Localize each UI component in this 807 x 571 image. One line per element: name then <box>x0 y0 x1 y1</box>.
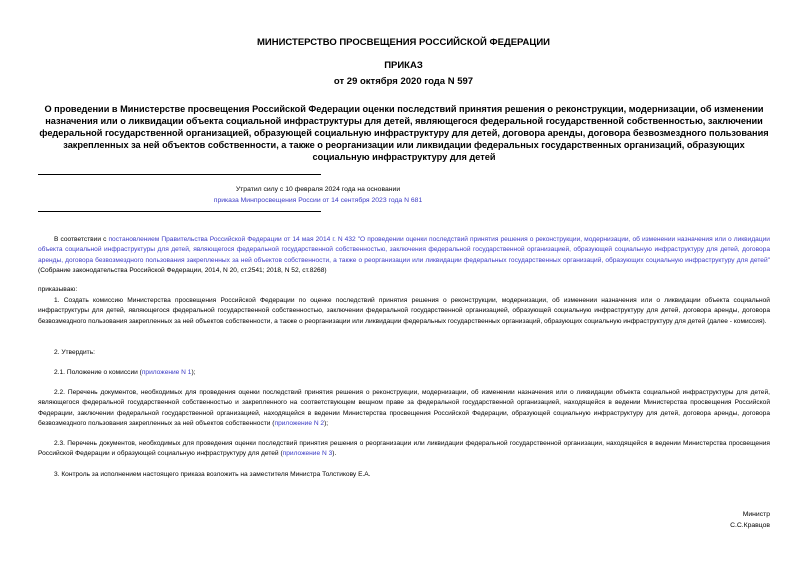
p22-end: ); <box>324 420 329 428</box>
appendix-1-link[interactable]: приложение N 1 <box>141 369 192 376</box>
paragraph-1: 1. Создать комиссию Министерства просвещения Российской Федерации по оценке последствий принятия решения о реконструкции, модернизации, об изменении назначения или о ликвидации объекта социальной инфраструктуры для детей, являющегося федеральной государственной собственностью, заключении федеральной государственной организацией, образующей социальную инфраструктуру для детей, договора аренды, договора безвозмездного пользования закрепленных за ней объектов собственности, а также о реорганизации или ликвидации федеральных государственных организаций, образующих социальную инфраструктуру для детей (далее - комиссия). <box>38 297 770 325</box>
divider-top <box>38 174 321 175</box>
preamble-start: В соответствии с <box>54 236 109 243</box>
p21-start: 2.1. Положение о комиссии ( <box>54 369 142 376</box>
appendix-3-link[interactable]: приложение N 3 <box>282 450 333 458</box>
orders-word: приказываю: <box>38 286 78 293</box>
appendix-2-link[interactable]: приложение N 2 <box>274 420 325 428</box>
ministry-name: МИНИСТЕРСТВО ПРОСВЕЩЕНИЯ РОССИЙСКОЙ ФЕДЕРАЦИИ <box>256 37 551 48</box>
p23-end: ). <box>332 450 337 458</box>
paragraph-2-3 <box>38 439 770 460</box>
preamble-end: (Собрание законодательства Российской Федерации, 2014, N 20, ст.2541; 2018, N 52, ст.8268) <box>38 267 327 275</box>
preamble-paragraph <box>38 235 770 277</box>
divider-bottom <box>38 211 321 212</box>
resolution-link[interactable]: постановлением Правительства Российской Федерации от 14 мая 2014 г. N 432 "О проведении оценки последствий принятия решения о реконструкции, модернизации, об изменении назначения или о ликвидации объекта социальной инфраструктуры для детей, являющегося федеральной государственной собственностью, заключения федеральной государственной организацией, образующей социальную инфраструктуру для детей, договора аренды, договора безвозмездного пользования закрепленных за ней объектов собственности, а также о реорганизации или ликвидации федеральных государственных организаций, образующих социальную инфраструктуру для детей" <box>38 236 770 264</box>
signature-name: С.С.Кравцов <box>730 522 770 529</box>
p23-start: 2.3. Перечень документов, необходимых для проведения оценки последствий принятия решения о реорганизации или ликвидации федеральной государственной организации, находящейся в ведении Министерства просвещения Российской Федерации и образующей социальную инфраструктуру для детей ( <box>38 440 770 458</box>
signature-position: Министр <box>742 511 770 518</box>
lost-force-notice: Утратил силу с 10 февраля 2024 года на основании <box>235 186 401 193</box>
paragraph-3: 3. Контроль за исполнением настоящего приказа возложить на заместителя Министра Толстикову Е.А. <box>54 471 371 478</box>
paragraph-2: 2. Утвердить: <box>54 349 95 356</box>
p22-start: 2.2. Перечень документов, необходимых для проведения оценки последствий принятия решения о реконструкции, модернизации, об изменении назначения или о ликвидации объекта социальной инфраструктуры для детей, являющегося федеральной государственной собственностью и закрепленного на соответствующем вещном праве за федеральной государственной организацией, находящейся в ведении Министерства просвещения Российской Федерации, заключении федеральной государственной организацией, находящейся в ведении Министерства просвещения Российской Федерации, образующей социальную инфраструктуру для детей, договора аренды, договора безвозмездного пользования закрепленных за ней объектов собственности ( <box>38 389 770 428</box>
lost-force-link[interactable]: приказа Минпросвещения России от 14 сентября 2023 года N 681 <box>213 197 423 204</box>
document-type: ПРИКАЗ <box>384 60 423 71</box>
paragraph-2-1 <box>38 368 770 378</box>
paragraph-2-2 <box>38 388 770 430</box>
document-date-number: от 29 октября 2020 года N 597 <box>333 76 474 87</box>
p21-end: ); <box>191 369 196 376</box>
document-subject: О проведении в Министерстве просвещения Российской Федерации оценки последствий принятия решения о реконструкции, модернизации, об изменении назначения или о ликвидации объекта социальной инфраструктуры для детей, являющегося федеральной государственной собственностью, заключении федеральной государственной организацией, образующей социальную инфраструктуру для детей, договора аренды, договора безвозмездного пользования закрепленных за ней объектов собственности, а также о реорганизации или ликвидации федеральных государственных организаций, образующих социальную инфраструктуру для детей <box>39 104 769 162</box>
